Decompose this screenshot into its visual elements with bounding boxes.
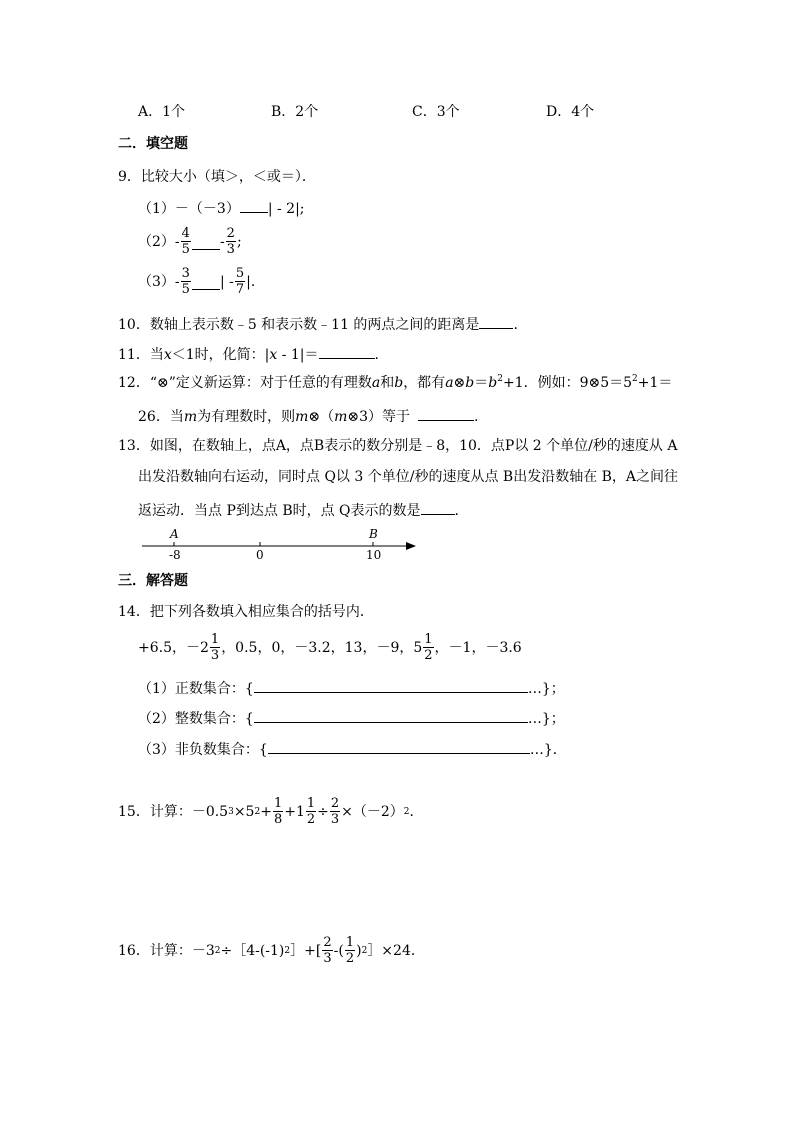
section-solve-title: 三．解答题	[118, 573, 188, 589]
option-d: D．4个	[546, 104, 595, 120]
question-11: 11．当x＜1时，化简：|x - 1|＝ .	[118, 347, 379, 363]
fraction: $\frac{2}{3}$	[226, 226, 235, 257]
tick-label-neg8: -8	[169, 548, 181, 562]
question-15: 15．计算：－0.5 3 ×5 2 + $\frac{1}{8}$ +1 $\frac{1}{2}$ ÷ $\frac{2}{3}$ ×（－2） 2 ．	[118, 796, 424, 827]
question-16: 16．计算：－3 2 ÷［4-(-1) 2 ］+[ $\frac{2}{3}$ -( $\frac{1}{2}$ ) 2 ］×24．	[118, 935, 425, 966]
fraction: $\frac{4}{5}$	[181, 226, 190, 257]
option-a: A．1个	[138, 104, 186, 120]
question-12-line-2: 26．当m为有理数时，则m⊗（m⊗3）等于 .	[138, 409, 479, 425]
set-integer: （2）整数集合：{ …}；	[138, 711, 565, 727]
point-a-label: A	[170, 527, 179, 541]
answer-blank[interactable]	[268, 740, 530, 754]
fraction: $\frac{2}{3}$	[330, 796, 340, 827]
answer-blank[interactable]	[192, 273, 220, 290]
question-14-stem: 14．把下列各数填入相应集合的括号内．	[118, 604, 374, 620]
number-line-figure	[138, 527, 428, 563]
question-13-line-2: 出发沿数轴向右运动，同时点 Q以 3 个单位/秒的速度从点 B出发沿数轴在 B，A之间往	[138, 469, 679, 485]
set-positive: （1）正数集合：{ …}；	[138, 681, 565, 697]
question-13-line-1: 13．如图，在数轴上，点A，点B表示的数分别是﹣8，10．点P以 2 个单位/秒的速度从 A	[118, 438, 678, 454]
number-line-svg	[138, 527, 428, 563]
fraction: $\frac{1}{2}$	[306, 796, 316, 827]
question-9-part-1	[138, 199, 305, 216]
question-9-part-2: （2） - $\frac{4}{5}$ - $\frac{2}{3}$ ;	[138, 226, 242, 257]
section-fill-in-title: 二．填空题	[118, 136, 188, 152]
option-b: B．2个	[271, 104, 319, 120]
set-nonnegative: （3）非负数集合：{ …}．	[138, 742, 567, 758]
point-b-label: B	[369, 527, 378, 541]
question-9-stem: 9．比较大小（填＞，＜或＝）．	[118, 169, 316, 185]
fraction: $\frac{3}{5}$	[181, 266, 190, 297]
fraction: $\frac{1}{8}$	[273, 796, 283, 827]
answer-blank[interactable]	[254, 679, 528, 693]
fraction: $\frac{1}{3}$	[210, 632, 220, 663]
fraction: $\frac{5}{7}$	[235, 266, 245, 297]
answer-blank[interactable]	[418, 407, 474, 421]
fraction: $\frac{1}{2}$	[345, 935, 355, 966]
q9-p1-left: （1）－（－3）	[138, 201, 240, 217]
q9-p1-right: | - 2|;	[267, 201, 305, 217]
option-c: C．3个	[412, 104, 460, 120]
q9-p3-label: （3）	[138, 273, 175, 290]
answer-blank[interactable]	[192, 233, 220, 250]
question-13-line-3: 返运动．当点 P到达点 B时，点 Q表示的数是 .	[138, 503, 459, 519]
fraction: $\frac{1}{2}$	[424, 632, 433, 663]
fraction: $\frac{2}{3}$	[323, 935, 332, 966]
axis-arrow-icon	[406, 542, 416, 550]
answer-blank[interactable]	[479, 315, 513, 329]
question-14-numbers: +6.5，－2 $\frac{1}{3}$ ，0.5，0，－3.2，13，－9，5 $\frac{1}{2}$ ，－1，－3.6	[138, 632, 522, 663]
question-12-line-1: 12．“⊗”定义新运算：对于任意的有理数a和b，都有$a\otimes b=b^2+1$．例如：$9\otimes 5=5^2+1=$	[118, 374, 673, 391]
answer-blank[interactable]	[421, 501, 455, 515]
tick-label-0: 0	[256, 548, 264, 562]
answer-blank[interactable]	[240, 199, 268, 213]
q9-p2-label: （2）	[138, 233, 175, 250]
question-10: 10．数轴上表示数﹣5 和表示数﹣11 的两点之间的距离是 .	[118, 317, 518, 333]
answer-blank[interactable]	[319, 345, 375, 359]
answer-blank[interactable]	[254, 709, 528, 723]
question-9-part-3: （3） - $\frac{3}{5}$ | - $\frac{5}{7}$ |.	[138, 266, 256, 297]
tick-label-10: 10	[366, 548, 382, 562]
